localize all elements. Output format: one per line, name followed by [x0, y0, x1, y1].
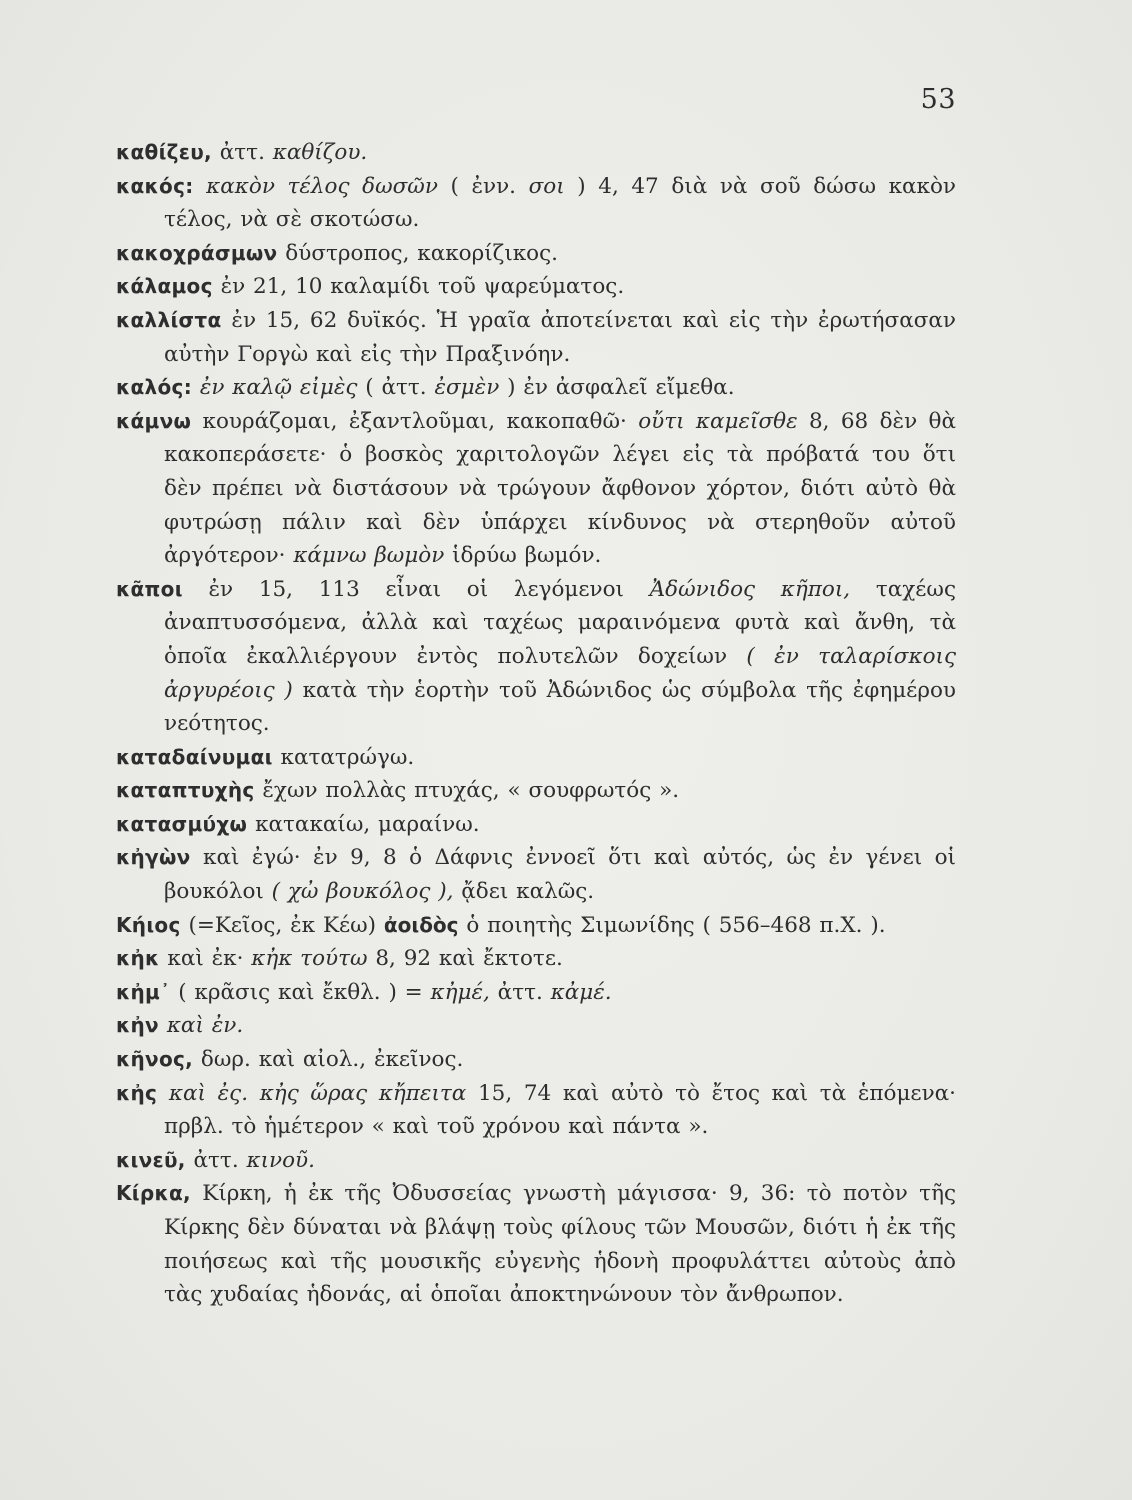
glossary-entry — [116, 136, 956, 170]
glossary-entry — [116, 942, 956, 976]
entry-citation: ἐσμὲν — [434, 375, 500, 401]
glossary-entry — [116, 841, 956, 908]
glossary-entry — [116, 1009, 956, 1043]
entry-definition: ) 4, 47 διὰ νὰ σοῦ δώσω κακὸν τέλος, νὰ σὲ σκοτώσω. — [164, 173, 956, 233]
entry-citation: κἠμέ, — [430, 979, 490, 1005]
entry-definition: ὁ ποιητὴς Σιμωνίδης ( 556–468 π.Χ. ). — [458, 912, 886, 938]
glossary-entry — [116, 1177, 956, 1311]
glossary-entry — [116, 405, 956, 573]
entry-headword: καλλίστα — [116, 307, 222, 332]
entry-definition: ἀττ. — [489, 979, 551, 1005]
entry-definition — [157, 1081, 169, 1106]
glossary-entry — [116, 774, 956, 808]
glossary-entry — [116, 1144, 956, 1178]
entry-citation: κἠκ τούτω — [251, 946, 368, 972]
entry-headword: κῆνος, — [116, 1047, 194, 1072]
entry-citation: Ἀδώνιδος κῆποι, — [649, 576, 851, 602]
entry-citation: ( ἐν ταλαρίσκοις ἀργυρέοις ) — [164, 643, 956, 703]
entry-citation: κάμνω βωμὸν — [293, 543, 445, 569]
entry-definition: ) ἐν ἀσφαλεῖ εἴμεθα. — [499, 375, 735, 401]
entry-citation: καὶ ἐν. — [166, 1013, 244, 1039]
entry-citation: κακὸν τέλος δωσῶν — [206, 173, 438, 199]
glossary-entry — [116, 808, 956, 842]
entry-headword: καθίζευ, — [116, 140, 212, 164]
glossary-entry — [116, 170, 956, 237]
glossary-entry — [116, 1043, 956, 1077]
entry-citation: καὶ ἐς. κἠς ὥρας κἤπειτα — [168, 1080, 467, 1106]
entry-definition: ( κρᾶσις καὶ ἔκθλ. ) = — [170, 979, 431, 1005]
entry-citation: ἐν καλῷ εἰμὲς — [199, 375, 358, 401]
entry-definition: κουράζομαι, ἐξαντλοῦμαι, κακοπαθῶ· — [191, 408, 639, 434]
entry-headword: κἠν — [116, 1013, 159, 1038]
glossary-entry — [116, 371, 956, 405]
entry-definition: κατακαίω, μαραίνω. — [247, 811, 480, 837]
entry-definition — [159, 1013, 167, 1038]
entry-definition: ( ἀττ. — [357, 375, 435, 401]
entry-definition: ἀττ. — [185, 1147, 247, 1173]
glossary-entry — [116, 237, 956, 271]
entry-definition: ἐν 15, 113 εἶναι οἱ λεγόμενοι — [182, 576, 650, 602]
entry-headword: κἠς — [116, 1080, 158, 1105]
entry-headword: κἠγὼν — [116, 845, 191, 870]
glossary-entry — [116, 304, 956, 371]
entry-definition: καὶ ἐκ· — [159, 946, 252, 972]
entry-definition: κατὰ τὴν ἑορτὴν τοῦ Ἀδώνιδος ὡς σύμβολα τῆς ἐφημέρου νεότητος. — [164, 677, 956, 737]
entry-definition: 8, 68 δὲν θὰ κακοπεράσετε· ὁ βοσκὸς χαριτολογῶν λέγει εἰς τὰ πρόβατά του ὅτι δὲν πρέπει νὰ διστάσουν νὰ τρώγουν ἄφθονον χόρτον, διότι αὐτὸ θὰ φυτρώσῃ πάλιν καὶ δὲν ὑπάρχει κίνδυνος νὰ στερηθοῦν αὐτοῦ ἀργότερον· — [164, 408, 957, 569]
glossary-entry — [116, 270, 956, 304]
entry-citation: καθίζου. — [272, 140, 368, 165]
glossary-entry — [116, 1077, 956, 1144]
entry-definition: ( ἐνν. — [437, 173, 529, 199]
page-number: 53 — [920, 84, 956, 115]
entry-definition: ἱδρύω βωμόν. — [444, 543, 602, 569]
entry-headword: κακός: — [116, 173, 194, 198]
entry-keyword: ἀοιδὸς — [383, 912, 459, 937]
entry-headword: κἠκ — [116, 946, 160, 971]
entry-definition: ταχέως ἀναπτυσσόμενα, ἀλλὰ καὶ ταχέως μαραινόμενα φυτὰ καὶ ἄνθη, τὰ ὁποῖα ἐκαλλιέργουν ἐντὸς πολυτελῶν δοχείων — [164, 576, 956, 669]
entry-definition: κατατρώγω. — [272, 744, 415, 770]
entry-headword: κάλαμος — [116, 274, 213, 299]
entry-definition: ἔχων πολλὰς πτυχάς, « σουφρωτός ». — [254, 778, 680, 804]
glossary-entry — [116, 573, 956, 741]
entry-definition — [192, 375, 200, 400]
glossary-entries — [116, 136, 956, 1312]
entry-headword: κἠμ᾽ — [116, 979, 171, 1004]
entry-citation: κἀμέ. — [550, 979, 612, 1005]
glossary-entry — [116, 741, 956, 775]
entry-definition: δύστροπος, κακορίζικος. — [277, 240, 559, 266]
entry-definition: ᾄδει καλῶς. — [453, 879, 595, 905]
entry-definition: ἐν 21, 10 καλαμίδι τοῦ ψαρεύματος. — [212, 274, 625, 300]
entry-headword: καλός: — [116, 375, 192, 400]
entry-citation: οὔτι καμεῖσθε — [638, 408, 798, 434]
entry-headword: κᾶποι — [116, 576, 183, 601]
entry-headword: κάμνω — [116, 408, 192, 433]
entry-definition: ἀττ. — [211, 140, 273, 165]
entry-definition: (=Κεῖος, ἐκ Κέω) — [180, 912, 384, 938]
entry-definition — [194, 174, 207, 199]
entry-citation: ( χὠ βουκόλος ), — [271, 879, 454, 905]
entry-headword: καταδαίνυμαι — [116, 744, 273, 769]
entry-definition: 8, 92 καὶ ἔκτοτε. — [367, 946, 563, 972]
entry-headword: Κήιος — [116, 912, 181, 937]
entry-citation: κινοῦ. — [246, 1147, 315, 1173]
entry-headword: καταπτυχὴς — [116, 778, 255, 803]
entry-headword: Κίρκα, — [116, 1181, 191, 1206]
entry-definition: δωρ. καὶ αἰολ., ἐκεῖνος. — [193, 1047, 464, 1073]
entry-headword: κατασμύχω — [116, 811, 248, 836]
entry-definition: καὶ ἐγώ· ἐν 9, 8 ὁ Δάφνις ἐννοεῖ ὅτι καὶ αὐτός, ὡς ἐν γένει οἱ βουκόλοι — [164, 845, 956, 905]
entry-definition: ἐν 15, 62 δυϊκός. Ἡ γραῖα ἀποτείνεται καὶ εἰς τὴν ἐρωτήσασαν αὐτὴν Γοργὼ καὶ εἰς τὴν Πραξινόην. — [164, 307, 956, 367]
glossary-entry — [116, 976, 956, 1010]
entry-definition: Κίρκη, ἡ ἐκ τῆς Ὀδυσσείας γνωστὴ μάγισσα· 9, 36: τὸ ποτὸν τῆς Κίρκης δὲν δύναται νὰ βλάψῃ τοὺς φίλους τῶν Μουσῶν, διότι ἡ ἐκ τῆς ποιήσεως καὶ τῆς μουσικῆς εὐγενὴς ἡδονὴ προφυλάττει αὐτοὺς ἀπὸ τὰς χυδαίας ἡδονάς, αἱ ὁποῖαι ἀποκτηνώνουν τὸν ἄνθρωπον. — [164, 1181, 956, 1308]
entry-definition: 15, 74 καὶ αὐτὸ τὸ ἔτος καὶ τὰ ἑπόμενα· πρβλ. τὸ ἡμέτερον « καὶ τοῦ χρόνου καὶ πάντα ». — [164, 1080, 956, 1140]
entry-citation: σοι — [528, 173, 565, 199]
entry-headword: κακοχράσμων — [116, 240, 278, 265]
entry-headword: κινεῦ, — [116, 1147, 186, 1172]
glossary-entry — [116, 909, 956, 943]
